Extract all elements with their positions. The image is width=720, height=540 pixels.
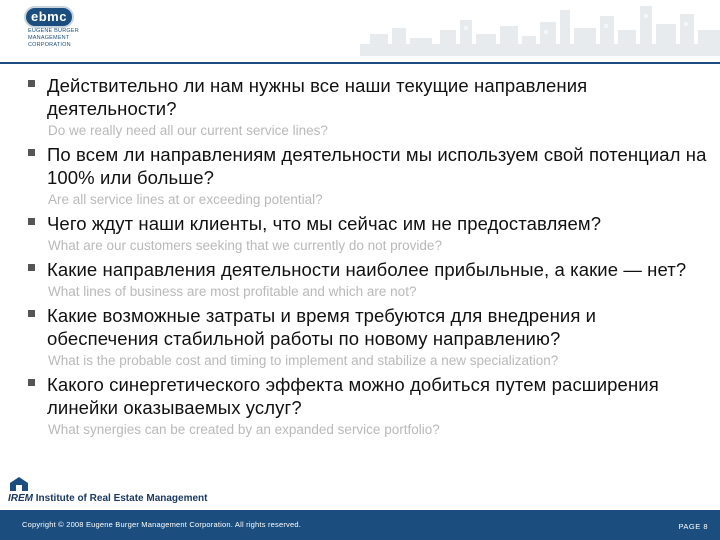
irem-text <box>8 493 207 504</box>
copyright-text: Copyright © 2008 Eugene Burger Management Corporation. All rights reserved. <box>22 520 302 529</box>
list-item <box>28 212 708 255</box>
ebmc-logo <box>24 6 84 49</box>
question-ru: Какие возможные затраты и время требуются для внедрения и обеспечения стабильной работы по новому направлению? <box>47 305 597 349</box>
square-bullet-icon <box>28 310 35 317</box>
logo-line-1: EUGENE BURGER <box>28 28 79 34</box>
slide-header <box>0 0 720 62</box>
question-en: What synergies can be created by an expanded service portfolio? <box>48 422 440 437</box>
irem-logo <box>8 476 248 504</box>
list-item <box>28 143 708 209</box>
question-ru: Какого синергетического эффекта можно добиться путем расширения линейки оказываемых услуг? <box>47 374 659 418</box>
house-icon <box>8 476 30 492</box>
list-item <box>28 74 708 140</box>
question-ru: Действительно ли нам нужны все наши текущие направления деятельности? <box>47 75 588 119</box>
logo-line-2: MANAGEMENT <box>28 35 70 41</box>
question-en: What lines of business are most profitable and which are not? <box>48 284 417 299</box>
question-ru: Какие направления деятельности наиболее прибыльные, а какие — нет? <box>47 259 687 280</box>
question-ru: По всем ли направлениям деятельности мы используем свой потенциал на 100% или больше? <box>47 144 707 188</box>
square-bullet-icon <box>28 264 35 271</box>
header-divider <box>0 62 720 64</box>
question-en: What is the probable cost and timing to implement and stabilize a new specialization? <box>48 353 559 368</box>
question-list <box>28 74 708 442</box>
city-skyline-image <box>360 0 720 56</box>
list-item <box>28 258 708 301</box>
list-item <box>28 304 708 370</box>
question-en: Are all service lines at or exceeding potential? <box>48 192 323 207</box>
irem-name: Institute of Real Estate Management <box>35 493 208 504</box>
logo-badge: ebmc <box>24 6 74 28</box>
question-en: Do we really need all our current service lines? <box>48 123 328 138</box>
slide-footer <box>0 510 720 540</box>
irem-abbr: IREM <box>8 493 33 504</box>
square-bullet-icon <box>28 149 35 156</box>
page-number: PAGE 8 <box>678 522 708 531</box>
list-item <box>28 373 708 439</box>
question-en: What are our customers seeking that we currently do not provide? <box>48 238 442 253</box>
square-bullet-icon <box>28 379 35 386</box>
question-ru: Чего ждут наши клиенты, что мы сейчас им не предоставляем? <box>47 213 602 234</box>
square-bullet-icon <box>28 218 35 225</box>
logo-line-3: CORPORATION <box>28 42 71 48</box>
square-bullet-icon <box>28 80 35 87</box>
